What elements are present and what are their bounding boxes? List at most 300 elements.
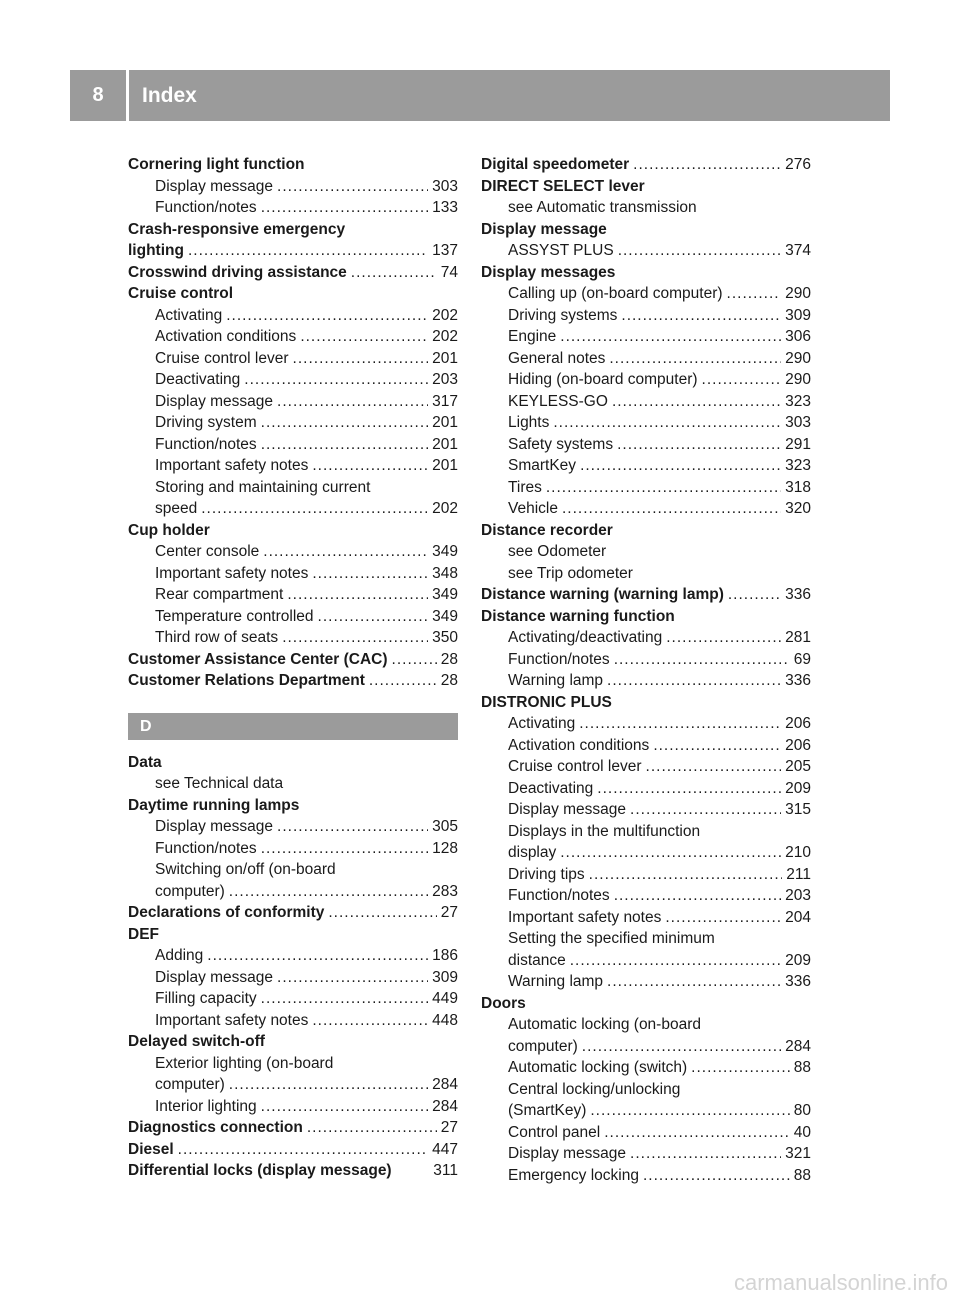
index-subentry <box>481 498 811 520</box>
entry-text: Activation conditions <box>155 328 297 345</box>
entry-text: Crash-responsive emergency <box>128 220 346 238</box>
entry-text: Customer Relations Department <box>128 672 365 689</box>
index-subentry <box>128 1010 458 1032</box>
entry-text: distance <box>508 951 566 969</box>
page-reference: 281 <box>785 629 811 646</box>
leader-dots <box>307 1117 437 1139</box>
leader-dots <box>261 197 428 219</box>
leader-dots <box>562 498 781 520</box>
index-group-c <box>128 154 458 692</box>
entry-text: Switching on/off (on-board <box>155 861 336 878</box>
index-subentry <box>128 348 458 370</box>
entry-text: Function/notes <box>155 435 257 453</box>
index-subentry <box>481 1165 811 1187</box>
entry-text: Displays in the multifunction <box>508 822 701 840</box>
index-subentry <box>481 1057 811 1079</box>
page-number: 8 <box>92 84 104 106</box>
entry-text: lighting <box>128 242 184 259</box>
header-divider <box>126 70 129 121</box>
index-entry <box>128 752 458 774</box>
index-subentry <box>481 283 811 305</box>
entry-text: Display messages <box>481 263 616 281</box>
leader-dots <box>618 240 781 262</box>
entry-text: see Trip odometer <box>508 564 633 582</box>
entry-text: computer) <box>155 882 225 900</box>
entry-text: Cruise control <box>128 285 234 302</box>
entry-text: Warning lamp <box>508 672 604 689</box>
entry-text: speed <box>155 500 198 517</box>
leader-dots <box>277 176 428 198</box>
entry-text: Distance warning function <box>481 607 675 625</box>
leader-dots <box>318 606 429 628</box>
index-group-d-continued <box>481 154 811 1186</box>
entry-text: Vehicle <box>508 500 558 517</box>
page-reference: 305 <box>432 818 458 835</box>
index-subentry <box>128 627 458 649</box>
entry-text: DIRECT SELECT lever <box>481 177 645 195</box>
index-subentry <box>481 541 811 563</box>
index-subentry <box>128 563 458 585</box>
entry-text: Emergency locking <box>508 1166 639 1184</box>
index-entry <box>481 154 811 176</box>
entry-text: General notes <box>508 349 606 367</box>
index-subentry <box>481 778 811 800</box>
leader-dots <box>277 816 428 838</box>
leader-dots <box>293 348 429 370</box>
leader-dots <box>604 1122 790 1144</box>
entry-text: Cornering light function <box>128 156 305 173</box>
index-subentry <box>128 859 458 881</box>
page-reference: 205 <box>785 758 811 775</box>
entry-text: see Odometer <box>508 543 607 560</box>
section-header-d: D <box>128 713 458 740</box>
entry-text: Control panel <box>508 1123 601 1141</box>
entry-text: Customer Assistance Center (CAC) <box>128 650 388 668</box>
leader-dots <box>579 713 781 735</box>
index-column-right <box>481 154 811 1186</box>
page-reference: 311 <box>433 1162 458 1179</box>
entry-text: Important safety notes <box>155 457 309 474</box>
index-entry <box>481 606 811 628</box>
page-reference: 283 <box>432 882 458 900</box>
entry-text: Cruise control lever <box>155 349 289 367</box>
entry-text: see Automatic transmission <box>508 199 697 216</box>
entry-text: Display message <box>155 968 274 986</box>
index-entry <box>128 219 458 241</box>
index-subentry <box>481 412 811 434</box>
index-entry <box>481 262 811 284</box>
index-subentry <box>128 541 458 563</box>
index-subentry <box>128 477 458 499</box>
index-subentry <box>128 391 458 413</box>
leader-dots <box>702 369 782 391</box>
entry-text: Storing and maintaining current <box>155 478 371 496</box>
index-entry <box>481 692 811 714</box>
entry-text: Safety systems <box>508 435 614 453</box>
leader-dots <box>553 412 781 434</box>
page-reference: 209 <box>785 779 811 797</box>
index-subentry <box>481 348 811 370</box>
page-reference: 206 <box>785 715 811 732</box>
leader-dots <box>630 1143 781 1165</box>
page-reference: 290 <box>785 371 811 388</box>
leader-dots <box>229 881 428 903</box>
page-reference: 27 <box>440 1119 458 1136</box>
entry-text: Function/notes <box>155 839 257 857</box>
index-subentry <box>481 799 811 821</box>
page-reference: 303 <box>785 414 811 431</box>
index-entry <box>128 795 458 817</box>
leader-dots <box>244 369 428 391</box>
index-entry <box>481 584 811 606</box>
page-reference: 284 <box>432 1097 458 1115</box>
leader-dots <box>570 950 781 972</box>
index-subentry <box>481 821 811 843</box>
entry-text: Data <box>128 753 162 771</box>
index-subentry <box>128 988 458 1010</box>
entry-text: Engine <box>508 328 557 345</box>
index-entry <box>128 154 458 176</box>
entry-text: (SmartKey) <box>508 1102 587 1119</box>
leader-dots <box>728 584 781 606</box>
page-reference: 284 <box>432 1076 458 1093</box>
entry-text: Display message <box>155 818 274 835</box>
page-title: Index <box>142 84 197 107</box>
entry-text: Delayed switch-off <box>128 1033 265 1050</box>
page-reference: 350 <box>432 629 458 646</box>
page-reference: 349 <box>432 607 458 625</box>
page-reference: 201 <box>432 414 458 431</box>
page-reference: 309 <box>432 968 458 986</box>
index-subentry <box>128 326 458 348</box>
entry-text: Deactivating <box>508 779 594 797</box>
page-header <box>70 70 890 121</box>
leader-dots <box>546 477 781 499</box>
index-subentry <box>481 649 811 671</box>
entry-text: Distance recorder <box>481 521 613 539</box>
entry-text: Filling capacity <box>155 990 257 1007</box>
page-reference: 336 <box>785 973 811 990</box>
leader-dots <box>261 1096 428 1118</box>
page-reference: 202 <box>432 500 458 517</box>
entry-text: see Technical data <box>155 775 284 792</box>
page-reference: 447 <box>432 1140 458 1158</box>
entry-text: ASSYST PLUS <box>508 242 614 259</box>
page-reference: 201 <box>432 457 458 474</box>
page-reference: 204 <box>785 908 811 926</box>
entry-text: Daytime running lamps <box>128 796 300 814</box>
index-subentry <box>481 1079 811 1101</box>
entry-text: Adding <box>155 947 204 964</box>
page-reference: 186 <box>432 947 458 964</box>
page-reference: 449 <box>432 990 458 1007</box>
entry-text: Setting the specified minimum <box>508 930 715 947</box>
entry-text: Function/notes <box>155 199 257 216</box>
index-entry <box>128 1160 458 1182</box>
leader-dots <box>580 455 781 477</box>
page-reference: 88 <box>793 1059 811 1076</box>
leader-dots <box>351 262 437 284</box>
entry-text: Hiding (on-board computer) <box>508 371 698 388</box>
entry-text: Third row of seats <box>155 629 279 646</box>
entry-text: Diesel <box>128 1140 174 1158</box>
leader-dots <box>666 627 781 649</box>
leader-dots <box>226 305 428 327</box>
entry-text: Deactivating <box>155 371 241 388</box>
leader-dots <box>633 154 781 176</box>
entry-text: Activation conditions <box>508 736 650 754</box>
index-subentry <box>128 1096 458 1118</box>
index-subentry <box>128 455 458 477</box>
page-reference: 202 <box>432 306 458 324</box>
entry-text: Calling up (on-board computer) <box>508 285 723 302</box>
page-reference: 349 <box>432 543 458 560</box>
leader-dots <box>207 945 428 967</box>
leader-dots <box>609 348 781 370</box>
index-subentry <box>481 928 811 950</box>
entry-text: Automatic locking (on-board <box>508 1016 701 1033</box>
index-subentry <box>481 864 811 886</box>
page-reference: 320 <box>785 500 811 517</box>
leader-dots <box>614 649 790 671</box>
index-subentry <box>128 967 458 989</box>
index-subentry <box>481 950 811 972</box>
entry-text: Display message <box>508 1145 627 1162</box>
entry-text: Exterior lighting (on-board <box>155 1054 334 1072</box>
entry-text: Important safety notes <box>155 1011 309 1029</box>
entry-text: computer) <box>508 1037 578 1055</box>
leader-dots <box>612 391 781 413</box>
leader-dots <box>287 584 428 606</box>
index-subentry <box>481 326 811 348</box>
page-reference: 28 <box>440 672 458 689</box>
index-subentry <box>481 907 811 929</box>
page-reference: 290 <box>785 349 811 367</box>
page-reference: 28 <box>440 650 458 668</box>
index-entry <box>481 176 811 198</box>
entry-text: Tires <box>508 478 542 496</box>
entry-text: Function/notes <box>508 650 610 668</box>
leader-dots <box>590 1100 789 1122</box>
leader-dots <box>300 326 428 348</box>
index-subentry <box>481 670 811 692</box>
entry-text: Cruise control lever <box>508 758 642 775</box>
entry-text: Cup holder <box>128 521 210 539</box>
page-reference: 203 <box>785 887 811 904</box>
page-reference: 202 <box>432 328 458 345</box>
page-reference: 323 <box>785 392 811 410</box>
index-entry <box>128 520 458 542</box>
leader-dots <box>691 1057 790 1079</box>
page-reference: 336 <box>785 586 811 603</box>
entry-text: Crosswind driving assistance <box>128 263 347 281</box>
entry-text: KEYLESS-GO <box>508 392 608 410</box>
index-subentry <box>481 885 811 907</box>
index-subentry <box>481 477 811 499</box>
page-reference: 317 <box>432 392 458 410</box>
entry-text: Driving system <box>155 414 257 431</box>
entry-text: Center console <box>155 543 260 560</box>
leader-dots <box>607 670 781 692</box>
page-reference: 348 <box>432 564 458 582</box>
leader-dots <box>328 902 436 924</box>
index-entry <box>128 924 458 946</box>
index-subentry <box>128 305 458 327</box>
leader-dots <box>617 434 781 456</box>
leader-dots <box>263 541 428 563</box>
index-subentry <box>481 391 811 413</box>
page-reference: 284 <box>785 1037 811 1055</box>
leader-dots <box>312 563 428 585</box>
page-reference: 349 <box>432 586 458 603</box>
page-reference: 448 <box>432 1011 458 1029</box>
leader-dots <box>178 1139 428 1161</box>
leader-dots <box>589 864 783 886</box>
leader-dots <box>607 971 781 993</box>
leader-dots <box>188 240 428 262</box>
leader-dots <box>621 305 781 327</box>
index-subentry <box>128 434 458 456</box>
index-subentry <box>481 305 811 327</box>
index-group-d <box>128 752 458 1182</box>
page-reference: 69 <box>793 650 811 668</box>
index-entry <box>128 649 458 671</box>
page-reference: 206 <box>785 736 811 754</box>
index-entry <box>128 1139 458 1161</box>
page-reference: 201 <box>432 349 458 367</box>
index-subentry <box>481 1014 811 1036</box>
index-subentry <box>128 816 458 838</box>
page-reference: 133 <box>432 199 458 216</box>
leader-dots <box>560 842 781 864</box>
index-subentry <box>128 945 458 967</box>
entry-text: Temperature controlled <box>155 607 314 625</box>
entry-text: Important safety notes <box>508 908 662 926</box>
entry-text: Interior lighting <box>155 1097 257 1115</box>
index-entry <box>481 219 811 241</box>
index-subentry <box>481 1143 811 1165</box>
entry-text: Digital speedometer <box>481 156 630 173</box>
index-subentry <box>481 713 811 735</box>
index-subentry <box>128 498 458 520</box>
index-subentry <box>481 455 811 477</box>
index-subentry <box>128 1053 458 1075</box>
index-subentry <box>128 1074 458 1096</box>
entry-text: Function/notes <box>508 887 610 904</box>
index-entry <box>481 520 811 542</box>
leader-dots <box>312 455 428 477</box>
index-subentry <box>481 842 811 864</box>
page-reference: 309 <box>785 306 811 324</box>
leader-dots <box>277 967 428 989</box>
entry-text: Lights <box>508 414 550 431</box>
entry-text: Driving systems <box>508 306 618 324</box>
entry-text: Rear compartment <box>155 586 284 603</box>
leader-dots <box>392 649 437 671</box>
page-reference: 203 <box>432 371 458 388</box>
index-subentry <box>481 434 811 456</box>
page-reference: 323 <box>785 457 811 474</box>
index-entry <box>128 262 458 284</box>
entry-text: DEF <box>128 925 159 943</box>
index-entry <box>128 670 458 692</box>
leader-dots <box>261 988 428 1010</box>
index-entry <box>128 902 458 924</box>
page-reference: 336 <box>785 672 811 689</box>
page-reference: 40 <box>793 1123 811 1141</box>
page-reference: 210 <box>785 844 811 861</box>
leader-dots <box>727 283 782 305</box>
index-subentry <box>481 1122 811 1144</box>
entry-text: Display message <box>481 220 607 238</box>
leader-dots <box>282 627 428 649</box>
index-subentry <box>481 1100 811 1122</box>
index-subentry <box>481 756 811 778</box>
index-subentry <box>128 773 458 795</box>
leader-dots <box>560 326 781 348</box>
index-subentry <box>128 584 458 606</box>
leader-dots <box>261 838 428 860</box>
leader-dots <box>261 412 428 434</box>
entry-text: Display message <box>155 177 274 195</box>
entry-text: Doors <box>481 994 526 1012</box>
entry-text: Automatic locking (switch) <box>508 1059 688 1076</box>
leader-dots <box>630 799 781 821</box>
entry-text: Distance warning (warning lamp) <box>481 586 724 603</box>
index-subentry <box>481 627 811 649</box>
index-subentry <box>128 412 458 434</box>
index-subentry <box>128 838 458 860</box>
page-reference: 276 <box>785 156 811 173</box>
index-column-left <box>128 154 458 1182</box>
index-subentry <box>481 971 811 993</box>
entry-text: Declarations of conformity <box>128 904 325 921</box>
page-reference: 315 <box>785 801 811 818</box>
index-subentry <box>481 197 811 219</box>
entry-text: computer) <box>155 1076 225 1093</box>
watermark: carmanualsonline.info <box>733 1270 948 1295</box>
page-reference: 211 <box>786 865 811 883</box>
index-subentry <box>481 369 811 391</box>
leader-dots <box>261 434 428 456</box>
entry-text: Display message <box>508 801 627 818</box>
page-reference: 209 <box>785 951 811 969</box>
entry-text: SmartKey <box>508 457 577 474</box>
entry-text: Display message <box>155 392 274 410</box>
leader-dots <box>369 670 437 692</box>
entry-text: Central locking/unlocking <box>508 1080 681 1098</box>
page-reference: 374 <box>785 242 811 259</box>
entry-text: Activating/deactivating <box>508 629 663 646</box>
index-entry <box>128 1031 458 1053</box>
index-entry <box>481 993 811 1015</box>
index-subentry <box>481 735 811 757</box>
leader-dots <box>646 756 782 778</box>
entry-text: Warning lamp <box>508 973 604 990</box>
page-reference: 74 <box>440 263 458 281</box>
page-reference: 27 <box>440 904 458 921</box>
entry-text: Activating <box>155 306 223 324</box>
index-subentry <box>128 176 458 198</box>
leader-dots <box>312 1010 428 1032</box>
page-reference: 128 <box>432 839 458 857</box>
index-subentry <box>128 197 458 219</box>
index-entry <box>128 1117 458 1139</box>
page-reference: 306 <box>785 328 811 345</box>
index-subentry <box>481 1036 811 1058</box>
leader-dots <box>201 498 428 520</box>
entry-text: Driving tips <box>508 865 585 883</box>
